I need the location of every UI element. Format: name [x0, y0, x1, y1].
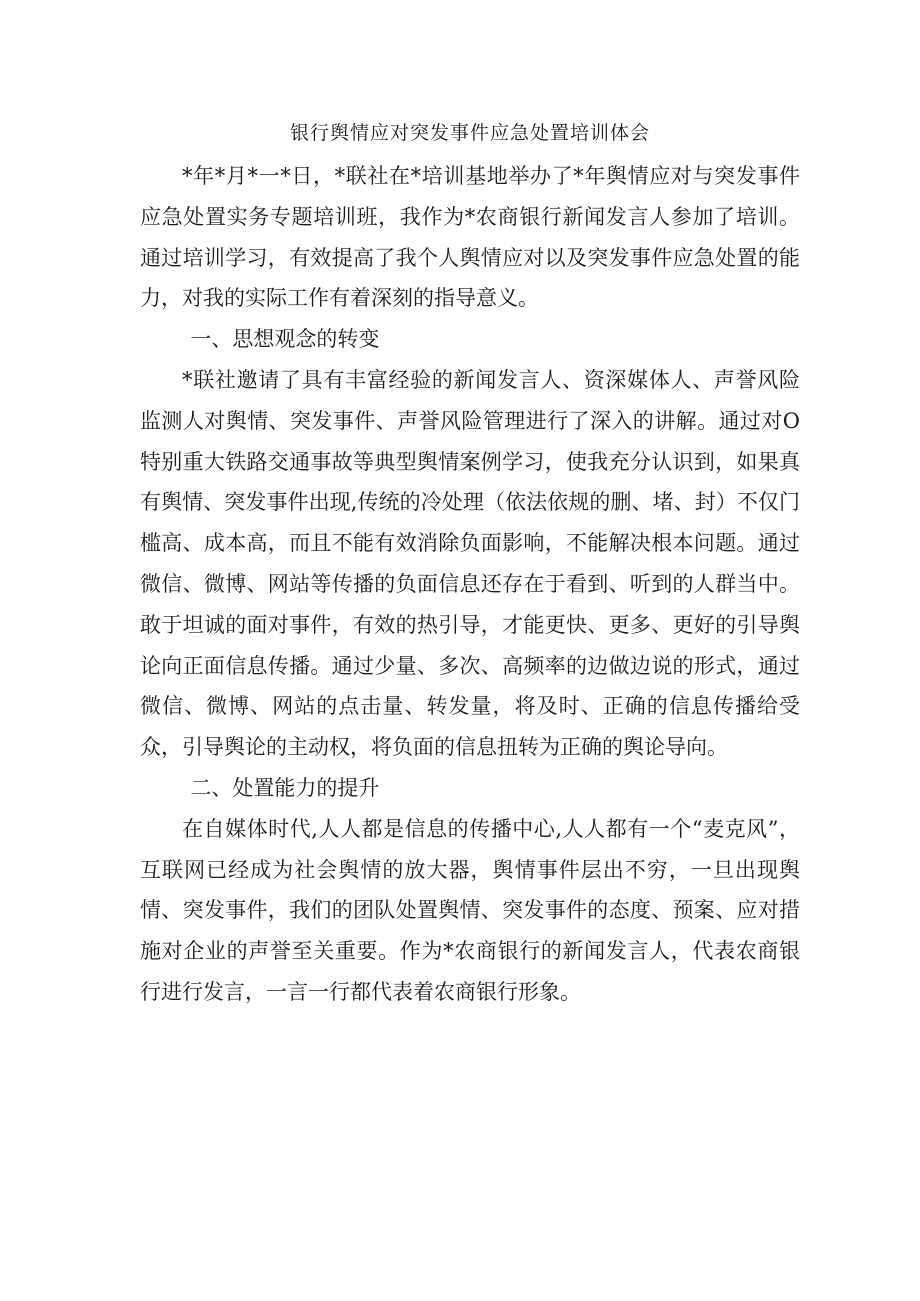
section-body-2: 在自媒体时代,人人都是信息的传播中心,人人都有一个“麦克风”，互联网已经成为社会舆情的放大器，舆情事件层出不穷，一旦出现舆情、突发事件，我们的团队处置舆情、突发事件的态度、预案、应对措施对企业的声誉至关重要。作为*农商银行的新闻发言人，代表农商银行进行发言，一言一行都代表着农商银行形象。: [140, 816, 800, 1004]
section-heading-1: 一、思想观念的转变: [190, 327, 380, 352]
document-page: [140, 112, 800, 1013]
document-title: 银行舆情应对突发事件应急处置培训体会: [289, 122, 650, 144]
section-heading-2: 二、处置能力的提升: [190, 775, 380, 800]
section-body-1: *联社邀请了具有丰富经验的新闻发言人、资深媒体人、声誉风险监测人对舆情、突发事件、声誉风险管理进行了深入的讲解。通过对O特别重大铁路交通事故等典型舆情案例学习，使我充分认识到，如果真有舆情、突发事件出现,传统的冷处理（依法依规的删、堵、封）不仅门槛高、成本高，而且不能有效消除负面影响，不能解决根本问题。通过微信、微博、网站等传播的负面信息还存在于看到、听到的人群当中。敢于坦诚的面对事件，有效的热引导，才能更快、更多、更好的引导舆论向正面信息传播。通过少量、多次、高频率的边做边说的形式，通过微信、微博、网站的点击量、转发量，将及时、正确的信息传播给受众，引导舆论的主动权，将负面的信息扭转为正确的舆论导向。: [140, 367, 800, 760]
intro-paragraph: *年*月*一*日，*联社在*培训基地举办了*年舆情应对与突发事件应急处置实务专题培训班，我作为*农商银行新闻发言人参加了培训。通过培训学习，有效提高了我个人舆情应对以及突发事件应急处置的能力，对我的实际工作有着深刻的指导意义。: [140, 164, 800, 311]
